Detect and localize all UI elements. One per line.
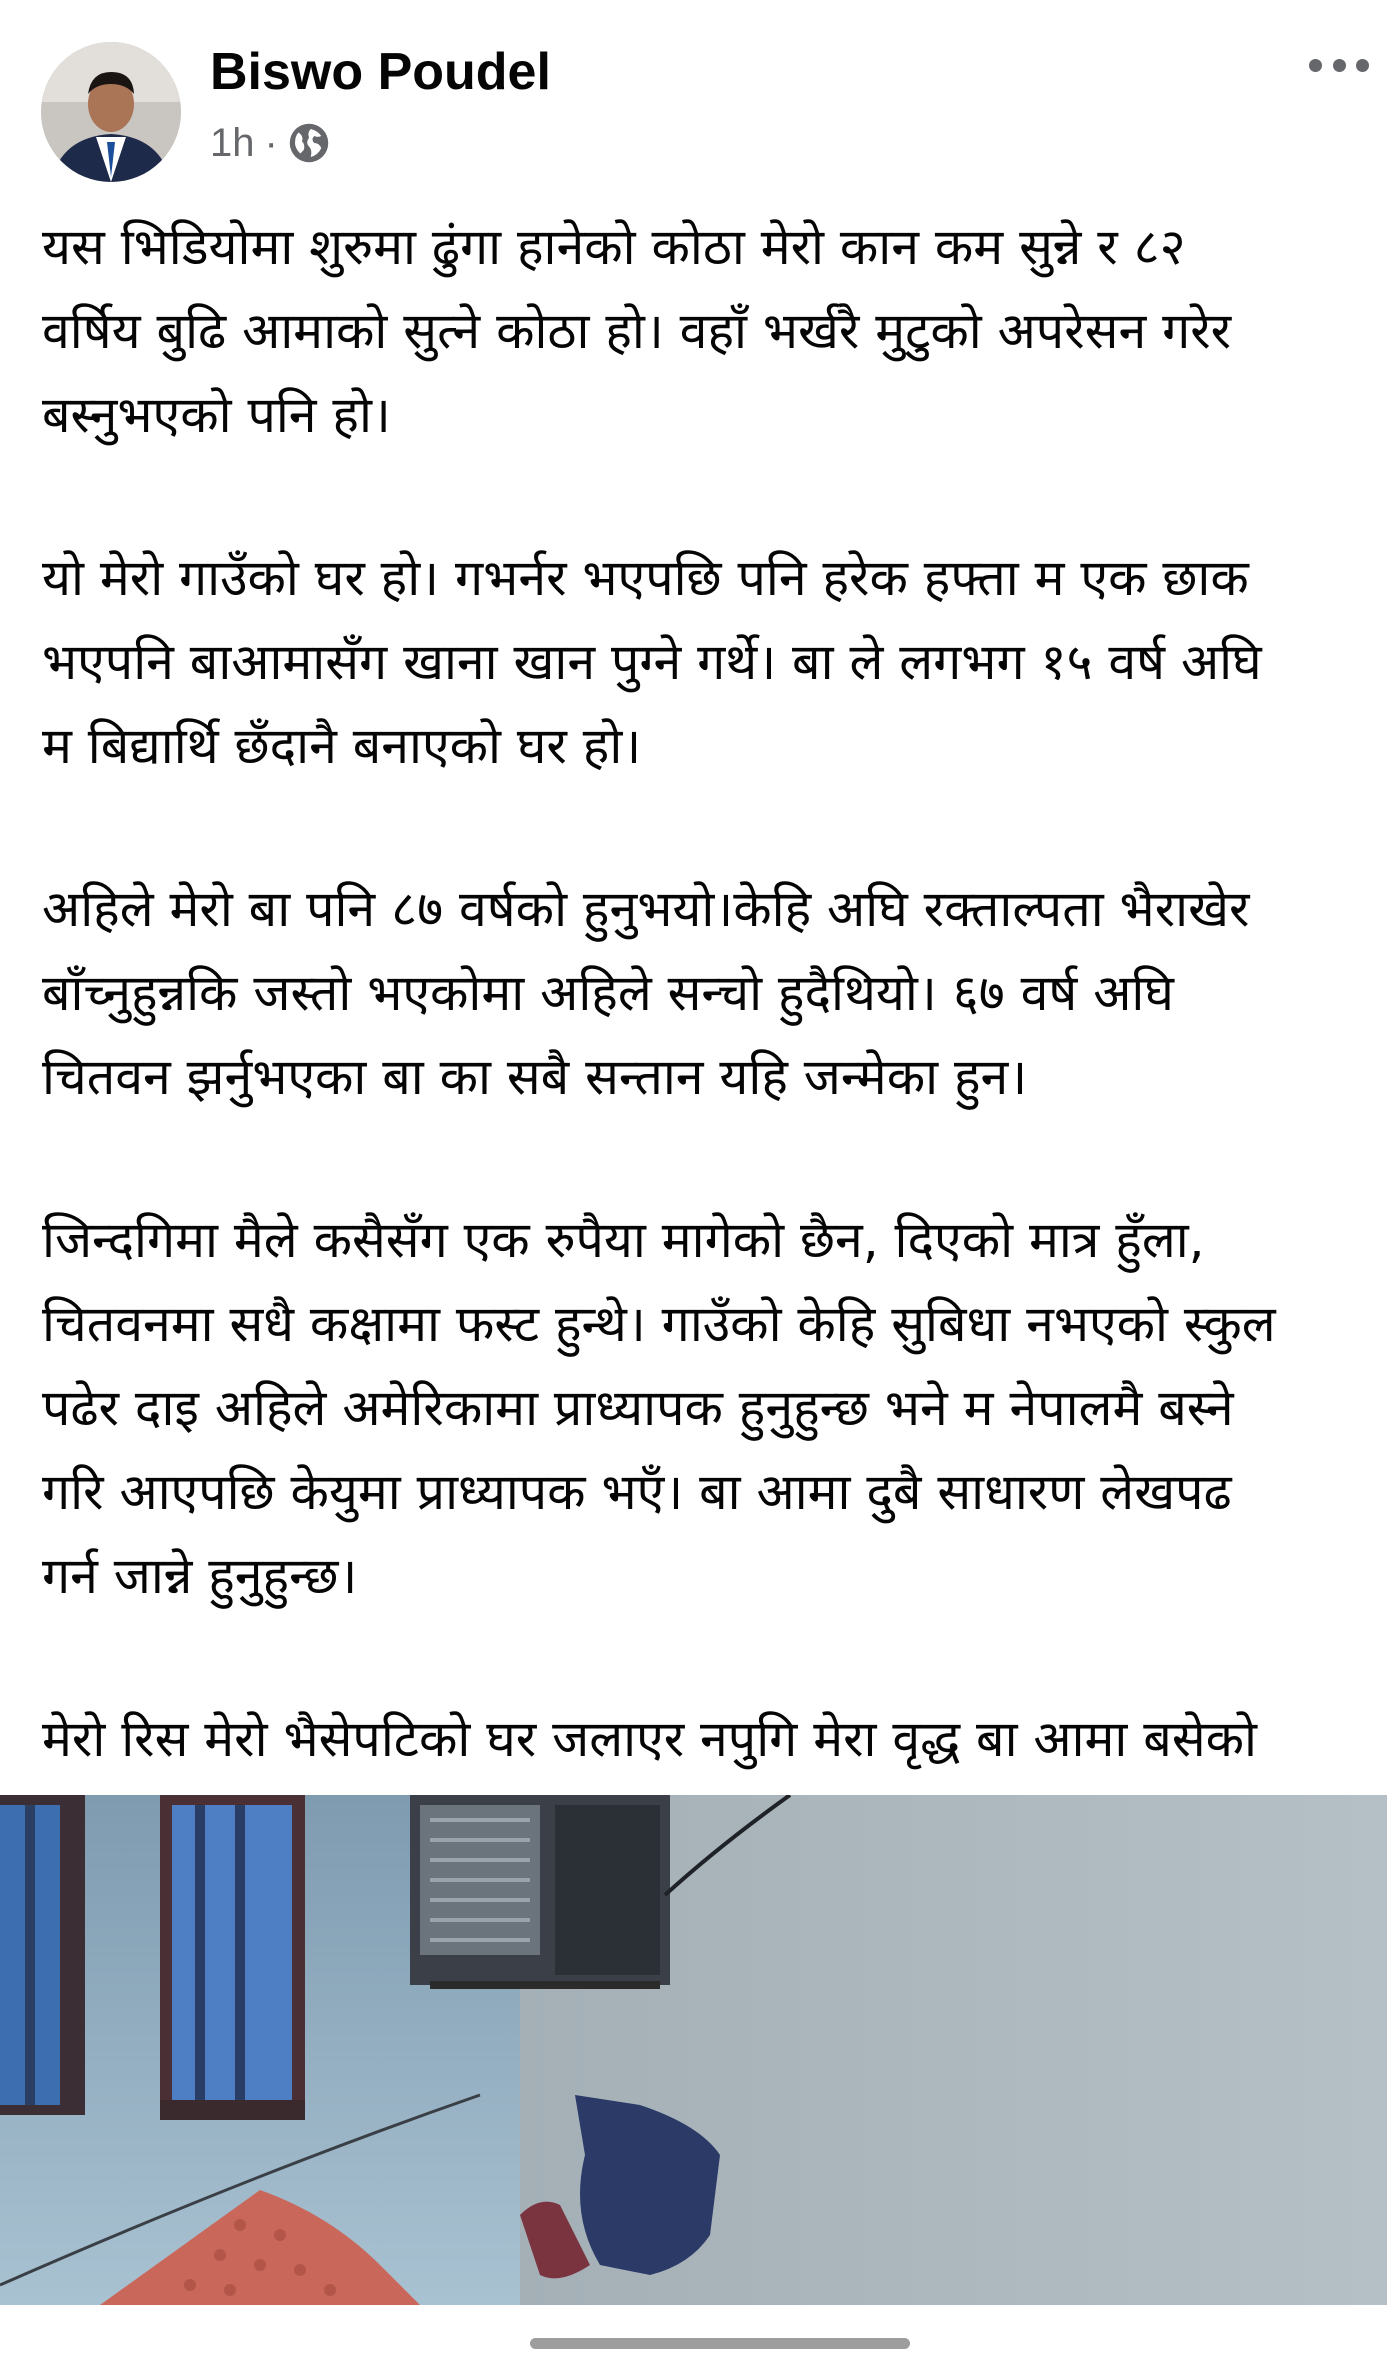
post-time[interactable]: 1h xyxy=(210,120,255,165)
globe-icon[interactable] xyxy=(288,122,330,164)
text-line: चितवन झर्नुभएका बा का सबै सन्तान यहि जन्मेका हुन। xyxy=(42,1048,1028,1106)
video-frame xyxy=(0,1795,1387,2305)
text-line: म बिद्यार्थि छँदानै बनाएको घर हो। xyxy=(42,717,642,775)
text-line: चितवनमा सधै कक्षामा फस्ट हुन्थे। गाउँको केहि सुबिधा नभएको स्कुल xyxy=(42,1295,1276,1353)
post-paragraph xyxy=(42,867,1387,1119)
more-dot xyxy=(1333,59,1346,72)
more-dot xyxy=(1309,59,1322,72)
text-line: जिन्दगिमा मैले कसैसँग एक रुपैया मागेको छैन, दिएको मात्र हुँला, xyxy=(42,1211,1205,1269)
post-header xyxy=(0,0,1387,190)
text-line: गरि आएपछि केयुमा प्राध्यापक भएँ। बा आमा दुबै साधारण लेखपढ xyxy=(42,1463,1232,1521)
avatar-photo xyxy=(41,42,181,182)
post-paragraph xyxy=(42,1198,1387,1618)
post-paragraph xyxy=(42,536,1387,788)
home-indicator[interactable] xyxy=(530,2338,910,2349)
post-meta xyxy=(210,118,330,168)
text-line: गर्न जान्ने हुनुहुन्छ। xyxy=(42,1547,358,1605)
text-line: वर्षिय बुढि आमाको सुत्ने कोठा हो। वहाँ भर्खरै मुटुको अपरेसन गरेर xyxy=(42,302,1232,360)
text-line: भएपनि बाआमासँग खाना खान पुग्ने गर्थे। बा ले लगभग १५ वर्ष अघि xyxy=(42,633,1262,691)
author-name[interactable]: Biswo Poudel xyxy=(210,43,551,101)
more-dots-icon[interactable] xyxy=(1309,50,1369,80)
text-line: अहिले मेरो बा पनि ८७ वर्षको हुनुभयो।केहि अघि रक्ताल्पता भैराखेर xyxy=(42,880,1250,938)
text-line: मेरो रिस मेरो भैसेपटिको घर जलाएर नपुगि मेरा वृद्ध बा आमा बसेको xyxy=(42,1710,1257,1768)
avatar[interactable] xyxy=(41,42,181,182)
post-video[interactable] xyxy=(0,1795,1387,2305)
meta-separator: · xyxy=(264,120,278,165)
more-dot xyxy=(1356,59,1369,72)
text-line: यस भिडियोमा शुरुमा ढुंगा हानेको कोठा मेरो कान कम सुन्ने र ८२ xyxy=(42,218,1186,276)
text-line: यो मेरो गाउँको घर हो। गभर्नर भएपछि पनि हरेक हफ्ता म एक छाक xyxy=(42,549,1249,607)
post-paragraph xyxy=(42,205,1387,457)
post-text xyxy=(42,205,1387,1944)
text-line: पढेर दाइ अहिले अमेरिकामा प्राध्यापक हुनुहुन्छ भने म नेपालमै बस्ने xyxy=(42,1379,1234,1437)
text-line: बस्नुभएको पनि हो। xyxy=(42,386,391,444)
text-line: बाँच्नुहुन्नकि जस्तो भएकोमा अहिले सन्चो हुदैथियो। ६७ वर्ष अघि xyxy=(42,964,1174,1022)
